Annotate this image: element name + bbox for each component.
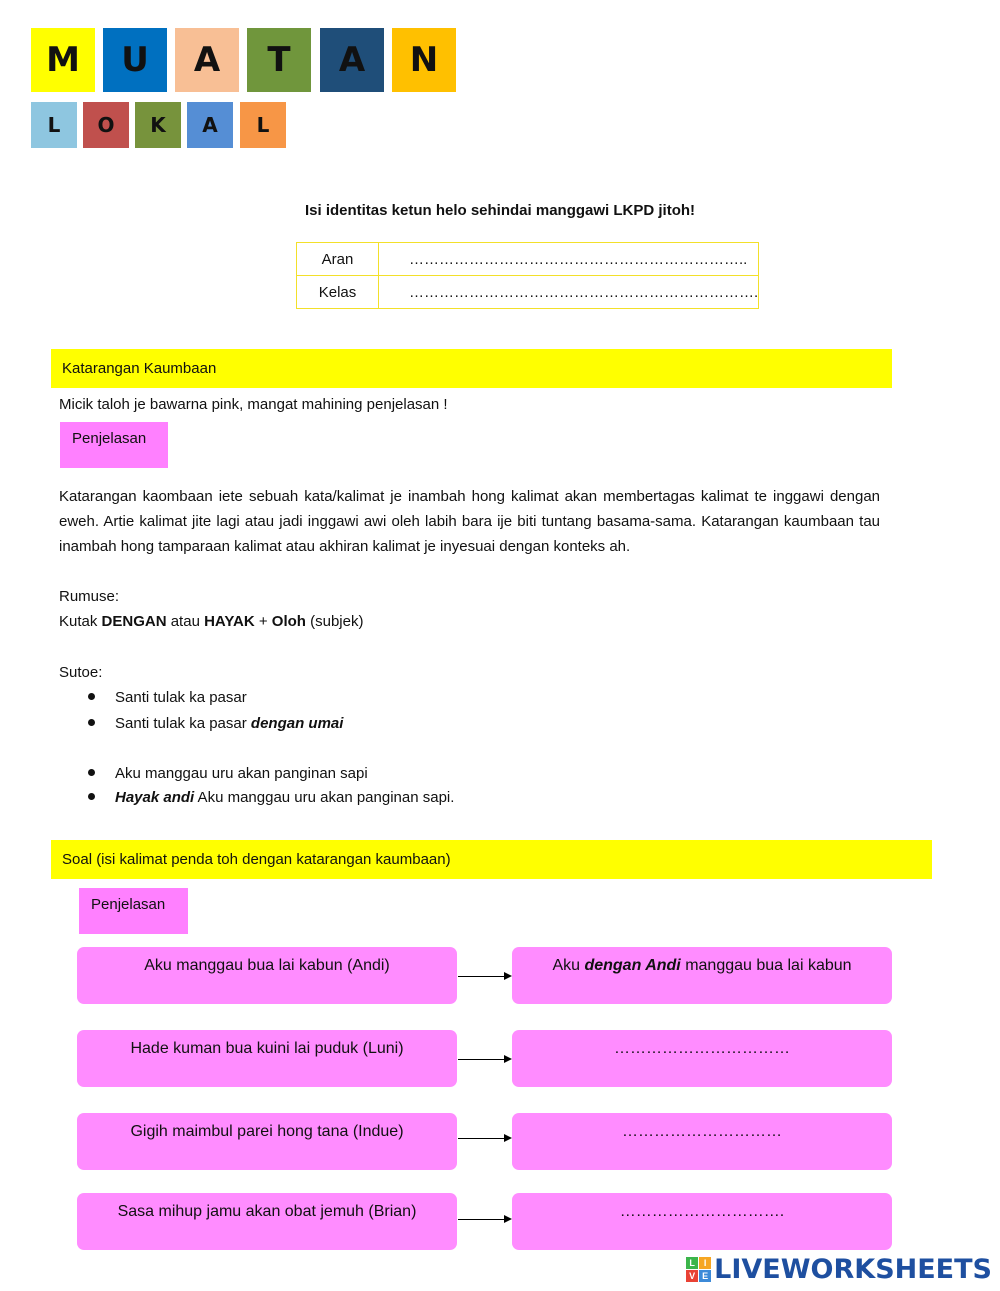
example-text: Aku manggau uru akan panginan sapi bbox=[115, 765, 368, 782]
bullet-icon bbox=[88, 693, 95, 700]
example-emphasis: Hayak andi bbox=[115, 789, 195, 806]
live-letter: I bbox=[699, 1257, 711, 1269]
example-item-3 bbox=[88, 765, 368, 782]
logo-tile-a3: A bbox=[187, 102, 233, 148]
example-label: Sutoe: bbox=[59, 664, 103, 681]
explanation-paragraph: Katarangan kaombaan iete sebuah kata/kalimat je inambah hong kalimat akan membertagas kalimat te inggawi dengan eweh. Artie kalimat jite lagi atau jadi inggawi awi oleh labih bara ije biti tuntang basama-sama. Katarangan kaumbaan tau inambah hong tamparaan kalimat atau akhiran kalimat je inyesuai dengan konteks ah. bbox=[59, 488, 880, 555]
example-item-4 bbox=[88, 789, 454, 806]
live-letter: V bbox=[686, 1270, 698, 1282]
answer-text: manggau bua lai kabun bbox=[680, 957, 852, 974]
formula-label: Rumuse: bbox=[59, 588, 120, 605]
question-box-1: Aku manggau bua lai kabun (Andi) bbox=[77, 947, 457, 1004]
answer-box-3[interactable]: ………………………… bbox=[512, 1113, 892, 1170]
logo-tile-a: A bbox=[175, 28, 239, 92]
formula-hayak: HAYAK bbox=[204, 613, 255, 630]
section-title-soal: Soal (isi kalimat penda toh dengan katarangan kaumbaan) bbox=[51, 840, 932, 879]
example-item-1 bbox=[88, 689, 247, 706]
identity-table bbox=[296, 242, 759, 309]
answer-text: Aku bbox=[552, 957, 585, 974]
example-text: Aku manggau uru akan panginan sapi. bbox=[194, 789, 455, 806]
name-field[interactable]: ………………………………………………………….. bbox=[379, 243, 759, 276]
answer-box-4[interactable]: …………………………. bbox=[512, 1193, 892, 1250]
instruction-prompt: Micik taloh je bawarna pink, mangat mahining penjelasan ! bbox=[59, 396, 448, 413]
question-box-3: Gigih maimbul parei hong tana (Indue) bbox=[77, 1113, 457, 1170]
section-title-katarangan: Katarangan Kaumbaan bbox=[51, 349, 892, 388]
formula-part: atau bbox=[166, 613, 205, 630]
logo-tile-m: M bbox=[31, 28, 95, 92]
bullet-icon bbox=[88, 719, 95, 726]
question-box-4: Sasa mihup jamu akan obat jemuh (Brian) bbox=[77, 1193, 457, 1250]
example-text: Santi tulak ka pasar bbox=[115, 715, 251, 732]
arrow-right-icon bbox=[458, 1059, 510, 1060]
formula-part: + bbox=[254, 613, 272, 630]
arrow-right-icon bbox=[458, 1219, 510, 1220]
answer-box-2[interactable]: …………………………… bbox=[512, 1030, 892, 1087]
logo-tile-l2: L bbox=[240, 102, 286, 148]
class-label: Kelas bbox=[297, 276, 379, 309]
formula-part: Kutak bbox=[59, 613, 102, 630]
logo-tile-l: L bbox=[31, 102, 77, 148]
example-emphasis: dengan umai bbox=[250, 715, 344, 732]
answer-box-1 bbox=[512, 947, 892, 1004]
identity-instruction: Isi identitas ketun helo sehindai manggawi LKPD jitoh! bbox=[304, 202, 696, 219]
formula-part: (subjek) bbox=[305, 613, 364, 630]
live-letter: E bbox=[699, 1270, 711, 1282]
logo-tile-o: O bbox=[83, 102, 129, 148]
example-item-2 bbox=[88, 715, 343, 732]
logo-tile-a2: A bbox=[320, 28, 384, 92]
arrow-right-icon bbox=[458, 1138, 510, 1139]
formula-text bbox=[59, 609, 363, 634]
identity-row-name bbox=[297, 243, 759, 276]
liveworksheets-logo bbox=[686, 1254, 992, 1285]
explanation-button-1[interactable]: Penjelasan bbox=[60, 422, 168, 468]
bullet-icon bbox=[88, 769, 95, 776]
live-badge-icon bbox=[686, 1257, 711, 1282]
name-label: Aran bbox=[297, 243, 379, 276]
live-letter: L bbox=[686, 1257, 698, 1269]
logo-tile-t: T bbox=[247, 28, 311, 92]
identity-row-class bbox=[297, 276, 759, 309]
brand-text: LIVEWORKSHEETS bbox=[714, 1254, 992, 1285]
example-text: Santi tulak ka pasar bbox=[115, 689, 247, 706]
formula-oloh: Oloh bbox=[271, 613, 306, 630]
formula-dengan: DENGAN bbox=[101, 613, 167, 630]
logo-tile-k: K bbox=[135, 102, 181, 148]
logo-tile-n: N bbox=[392, 28, 456, 92]
bullet-icon bbox=[88, 793, 95, 800]
explanation-button-2[interactable]: Penjelasan bbox=[79, 888, 188, 934]
answer-emphasis: dengan Andi bbox=[584, 957, 681, 974]
question-box-2: Hade kuman bua kuini lai puduk (Luni) bbox=[77, 1030, 457, 1087]
arrow-right-icon bbox=[458, 976, 510, 977]
class-field[interactable]: ……………………………………………………………. bbox=[379, 276, 759, 309]
logo-tile-u: U bbox=[103, 28, 167, 92]
